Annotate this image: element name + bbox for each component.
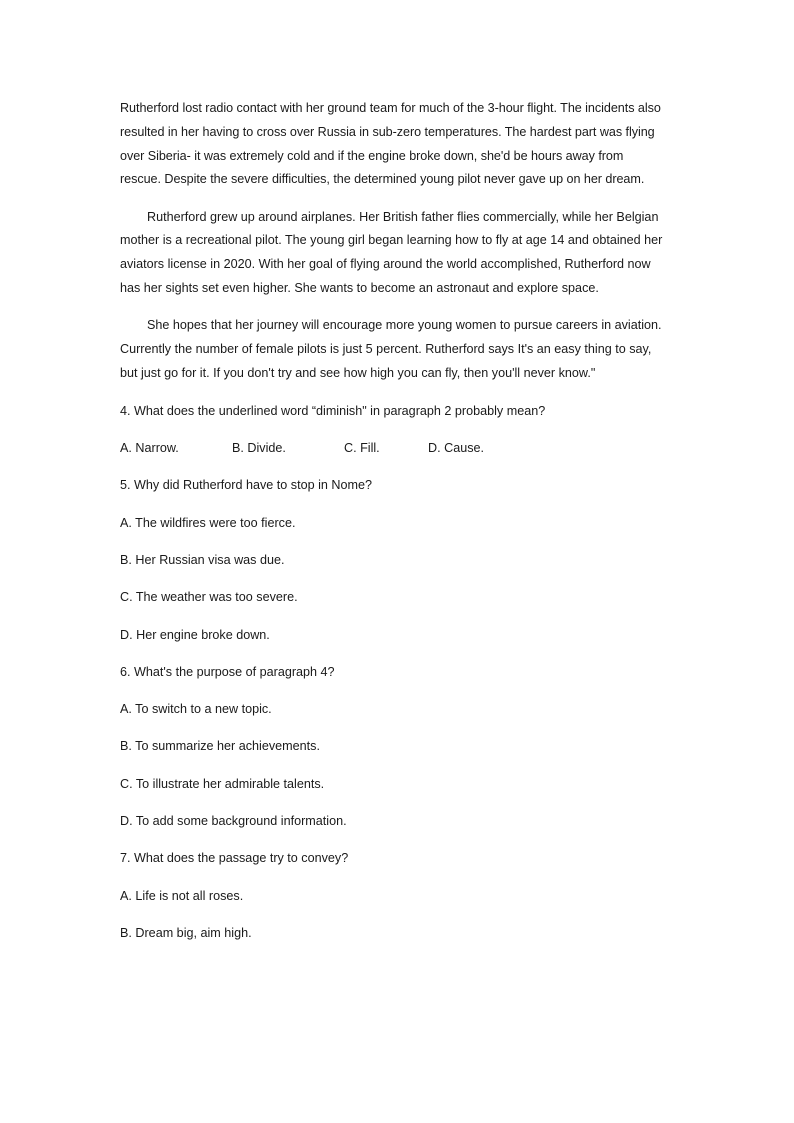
question-7-option-a: A. Life is not all roses. <box>120 888 244 903</box>
question-6-option-b: B. To summarize her achievements. <box>120 739 320 754</box>
question-6-option-d: D. To add some background information. <box>120 814 347 829</box>
document-page <box>120 97 665 959</box>
question-4-options <box>120 437 665 474</box>
question-4-option-c: C. Fill. <box>344 441 380 456</box>
question-4-option-d: D. Cause. <box>428 441 484 456</box>
question-4-option-a: A. Narrow. <box>120 441 179 456</box>
question-6-option-a: A. To switch to a new topic. <box>120 702 272 717</box>
question-list <box>120 400 665 959</box>
passage-paragraph: She hopes that her journey will encourage more young women to pursue careers in aviation. Currently the number of female pilots is just 5 percent. Rutherford says It's an easy thing to say, but just go for it. If you don't try and see how high you can fly, then you'll never know." <box>120 318 662 380</box>
question-5-option-c: C. The weather was too severe. <box>120 590 298 605</box>
passage-paragraph: Rutherford grew up around airplanes. Her British father flies commercially, while her Belgian mother is a recreational pilot. The young girl began learning how to fly at age 14 and obtained her aviators license in 2020. With her goal of flying around the world accomplished, Rutherford now has her sights set even higher. She wants to become an astronaut and explore space. <box>120 209 663 296</box>
passage-paragraph: Rutherford lost radio contact with her ground team for much of the 3-hour flight. The incidents also resulted in her having to cross over Russia in sub-zero temperatures. The hardest part was flying over Siberia- it was extremely cold and if the engine broke down, she'd be hours away from rescue. Despite the severe difficulties, the determined young pilot never gave up on her dream. <box>120 101 661 187</box>
question-5-option-d: D. Her engine broke down. <box>120 627 270 642</box>
question-5-option-b: B. Her Russian visa was due. <box>120 552 285 567</box>
question-7-prompt: 7. What does the passage try to convey? <box>120 851 349 866</box>
question-6-option-c: C. To illustrate her admirable talents. <box>120 776 325 791</box>
question-5-option-a: A. The wildfires were too fierce. <box>120 515 296 530</box>
question-4-option-b: B. Divide. <box>232 441 286 456</box>
question-4-prompt: 4. What does the underlined word “diminish" in paragraph 2 probably mean? <box>120 403 546 418</box>
question-6-prompt: 6. What's the purpose of paragraph 4? <box>120 664 335 679</box>
question-7-option-b: B. Dream big, aim high. <box>120 925 252 940</box>
question-5-prompt: 5. Why did Rutherford have to stop in Nome? <box>120 478 373 493</box>
